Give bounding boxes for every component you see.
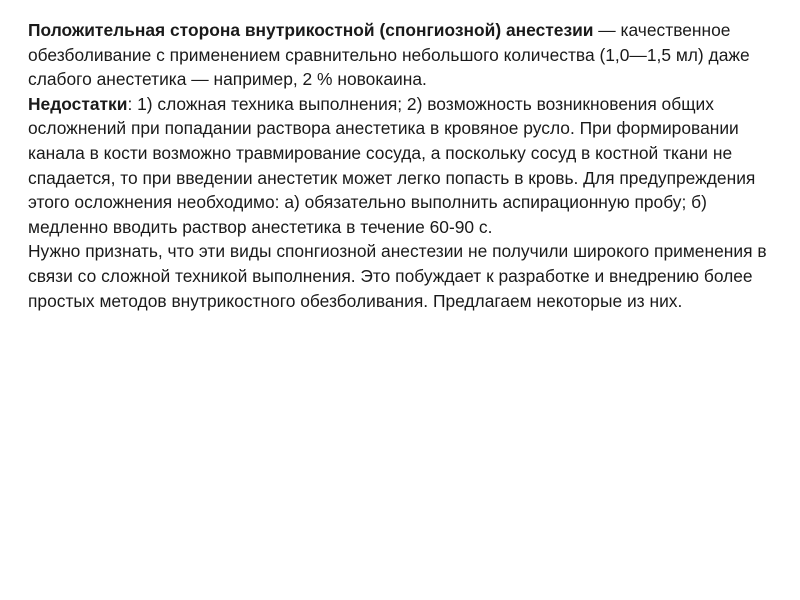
advantages-text: — качественное обезболивание с применением сравнительно небольшого количества (1,0—1,5 мл) даже слабого анестетика — например, 2 % новокаина. xyxy=(28,20,750,90)
slide-body-text xyxy=(28,18,780,313)
paragraph-disadvantages xyxy=(28,92,780,240)
disadvantages-heading: Недостатки xyxy=(28,93,128,114)
advantages-heading: Положительная сторона внутрикостной (спонгиозной) анестезии xyxy=(28,20,594,40)
disadvantages-text: : 1) сложная техника выполнения; 2) возможность возникновения общих осложнений при попадании раствора анестетика в кровяное русло. При формировании канала в кости возможно травмирование сосуда, а поскольку сосуд в костной ткани не спадается, то при введении анестетик может легко попасть в кровь. Для предупреждения этого осложнения необходимо: а) обязательно выполнить аспирационную пробу; б) медленно вводить раствор анестетика в течение 60-90 с. xyxy=(28,93,756,237)
paragraph-advantages xyxy=(28,18,780,92)
conclusion-text: Нужно признать, что эти виды спонгиозной анестезии не получили широкого применения в связи со сложной техникой выполнения. Это побуждает к разработке и внедрению более простых методов внутрикостного обезболивания. Предлагаем некоторые из них. xyxy=(28,241,767,311)
paragraph-conclusion xyxy=(28,239,780,313)
